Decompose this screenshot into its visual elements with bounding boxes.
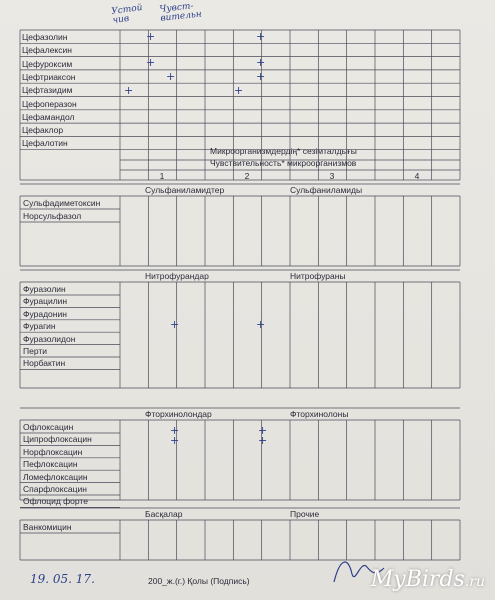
handwritten-date: 19. 05. 17. [30,572,95,586]
section-title-kz: Фторхинолондар [145,409,212,419]
result-mark: + [234,84,244,97]
col1-annotation: Устой чив [110,2,144,27]
drug-label: Норфлоксацин [23,446,83,457]
drug-label: Цефуроксим [22,58,73,69]
drug-label: Ломефлоксацин [23,471,88,482]
result-mark: + [124,84,134,97]
sensitivity-title-ru: Чувствительность* микроорганизмов [210,158,357,168]
drug-label: Ванкомицин [23,522,72,532]
drug-label: Цефаклор [22,125,64,136]
section-title-kz: Басқалар [145,509,183,519]
drug-label: Фурадонин [23,308,67,319]
result-mark: + [170,318,180,331]
result-mark: + [170,434,180,447]
result-mark: + [146,30,156,43]
drug-label: Офлоцид форте [23,496,88,507]
section-title-ru: Прочие [290,509,320,519]
drug-label: Норсульфазол [23,211,82,221]
drug-label: Фурацилин [23,296,68,307]
drug-label: Цефамандол [22,111,75,122]
drug-label: Цефазолин [22,32,68,42]
drug-label: Перти [23,346,48,356]
result-mark: + [256,30,266,43]
result-mark: + [258,424,268,437]
drug-label: Фурагин [23,321,56,332]
column-number: 4 [414,171,420,181]
drug-label: Цефалексин [22,45,72,56]
drug-label: Фуразолидон [23,333,76,344]
section-title-kz: Нитрофурандар [145,271,209,281]
drug-label: Фуразолин [23,284,66,294]
drug-label: Ципрофлоксацин [23,434,92,445]
result-mark: + [256,70,266,83]
drug-label: Сульфадиметоксин [23,198,101,208]
watermark: MyBirds.ru [370,567,485,592]
drug-label: Офлоксацин [23,422,74,432]
drug-label: Цефалотин [22,138,68,149]
section-title-ru: Нитрофураны [290,271,346,281]
column-number: 2 [244,171,250,181]
result-mark: + [256,56,266,69]
sensitivity-title-kz: Микроорганизмдердің* сезімталдығы [210,146,357,156]
column-number: 1 [159,171,165,181]
drug-label: Норбактин [23,358,66,369]
section-title-ru: Фторхинолоны [290,409,349,419]
section-title-ru: Сульфаниламиды [290,185,363,195]
result-mark: + [256,318,266,331]
drug-label: Цефтазидим [22,85,73,96]
drug-label: Цефоперазон [22,98,77,109]
drug-label: Пефлоксацин [23,459,78,470]
column-number: 3 [329,171,335,181]
drug-label: Цефтриаксон [22,71,76,82]
signature-line: 200_ж.(г.) Қолы (Подпись) [148,576,250,586]
result-mark: + [258,434,268,447]
drug-label: Спарфлоксацин [23,484,87,494]
col2-annotation: Чувст- вительн [159,1,203,24]
result-mark: + [170,424,180,437]
result-mark: + [166,70,176,83]
section-title-kz: Сульфаниламидтер [145,185,225,195]
result-mark: + [146,56,156,69]
